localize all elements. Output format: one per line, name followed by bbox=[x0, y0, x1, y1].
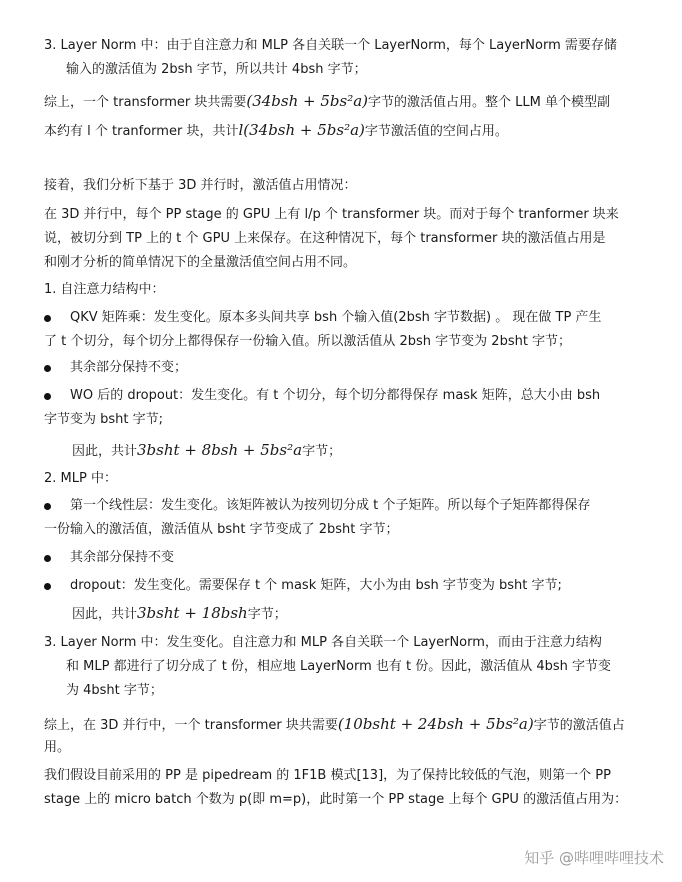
math-formula: (10bsht + 24bsh + 5bs²a) bbox=[337, 715, 534, 733]
text-span: 因此，共计 bbox=[72, 607, 138, 622]
text-span: 综上，一个 transformer 块共需要 bbox=[44, 95, 247, 110]
watermark: 知乎 @哔哩哔哩技术 bbox=[524, 849, 664, 867]
text-span: 因此，共计 bbox=[72, 444, 138, 459]
text-line: 3. Layer Norm 中：由于自注意力和 MLP 各自关联一个 LayerNorm，每个 LayerNorm 需要存储 bbox=[44, 38, 617, 53]
text-line: 接着，我们分析下基于 3D 并行时，激活值占用情况： bbox=[44, 178, 357, 193]
bullet-dot-icon bbox=[44, 583, 51, 590]
text-line bbox=[44, 91, 610, 113]
text-line: 说，被切分到 TP 上的 t 个 GPU 上来保存。在这种情况下，每个 transformer 块的激活值占用是 bbox=[44, 231, 606, 246]
text-span: 字节激活值的空间占用。 bbox=[364, 124, 508, 139]
text-span: 字节的激活值占 bbox=[533, 718, 625, 733]
text-line bbox=[72, 603, 287, 625]
math-formula: l(34bsh + 5bs²a) bbox=[238, 121, 365, 139]
list-item: 第一个线性层：发生变化。该矩阵被认为按列切分成 t 个子矩阵。所以每个子矩阵都得保存 bbox=[70, 498, 591, 513]
text-line: 输入的激活值为 2bsh 字节，所以共计 4bsh 字节； bbox=[66, 62, 367, 77]
bullet-dot-icon bbox=[44, 555, 51, 562]
text-line: 字节变为 bsht 字节; bbox=[44, 412, 164, 427]
list-item: dropout：发生变化。需要保存 t 个 mask 矩阵，大小为由 bsh 字节变为 bsht 字节; bbox=[70, 578, 562, 593]
list-item: 其余部分保持不变 bbox=[70, 550, 175, 565]
list-item: 其余部分保持不变； bbox=[70, 360, 188, 375]
numbered-heading: 2. MLP 中： bbox=[44, 471, 117, 486]
text-line: 了 t 个切分，每个切分上都得保存一份输入值。所以激活值从 2bsh 字节变为 2bsht 字节； bbox=[44, 334, 572, 349]
list-item: WO 后的 dropout：发生变化。有 t 个切分，每个切分都得保存 mask 矩阵，总大小由 bsh bbox=[70, 388, 601, 403]
math-formula: (34bsh + 5bs²a) bbox=[246, 92, 368, 110]
text-line: 3. Layer Norm 中：发生变化。自注意力和 MLP 各自关联一个 LayerNorm，而由于注意力结构 bbox=[44, 635, 602, 650]
bullet-dot-icon bbox=[44, 315, 51, 322]
bullet-dot-icon bbox=[44, 393, 51, 400]
text-line: 一份输入的激活值，激活值从 bsht 字节变成了 2bsht 字节； bbox=[44, 522, 399, 537]
text-span: 综上，在 3D 并行中，一个 transformer 块共需要 bbox=[44, 718, 338, 733]
math-formula: 3bsht + 18bsh bbox=[137, 604, 248, 622]
text-span: 本约有 l 个 tranformer 块，共计 bbox=[44, 124, 239, 139]
text-line: 我们假设目前采用的 PP 是 pipedream 的 1F1B 模式[13]，为了保持比较低的气泡，则第一个 PP bbox=[44, 768, 611, 783]
math-formula: 3bsht + 8bsh + 5bs²a bbox=[137, 441, 303, 459]
text-span: 字节的激活值占用。整个 LLM 单个模型副 bbox=[368, 95, 610, 110]
text-line bbox=[44, 120, 508, 142]
text-line: 和 MLP 都进行了切分成了 t 份，相应地 LayerNorm 也有 t 份。因此，激活值从 4bsh 字节变 bbox=[66, 659, 612, 674]
text-line: 在 3D 并行中，每个 PP stage 的 GPU 上有 l/p 个 transformer 块。而对于每个 tranformer 块来 bbox=[44, 207, 619, 222]
bullet-dot-icon bbox=[44, 503, 51, 510]
bullet-dot-icon bbox=[44, 365, 51, 372]
text-line: 用。 bbox=[44, 740, 71, 755]
text-span: 字节； bbox=[302, 444, 342, 459]
text-line: 为 4bsht 字节； bbox=[66, 683, 163, 698]
numbered-heading: 1. 自注意力结构中： bbox=[44, 282, 165, 297]
list-item: QKV 矩阵乘：发生变化。原本多头间共享 bsh 个输入值(2bsh 字节数据) 。 现在做 TP 产生 bbox=[70, 310, 602, 325]
text-span: 字节； bbox=[247, 607, 287, 622]
text-line bbox=[72, 440, 341, 462]
text-line: 和刚才分析的简单情况下的全量激活值空间占用不同。 bbox=[44, 255, 357, 270]
text-line bbox=[44, 714, 625, 736]
text-line: stage 上的 micro batch 个数为 p(即 m=p)，此时第一个 PP stage 上每个 GPU 的激活值占用为： bbox=[44, 792, 628, 807]
